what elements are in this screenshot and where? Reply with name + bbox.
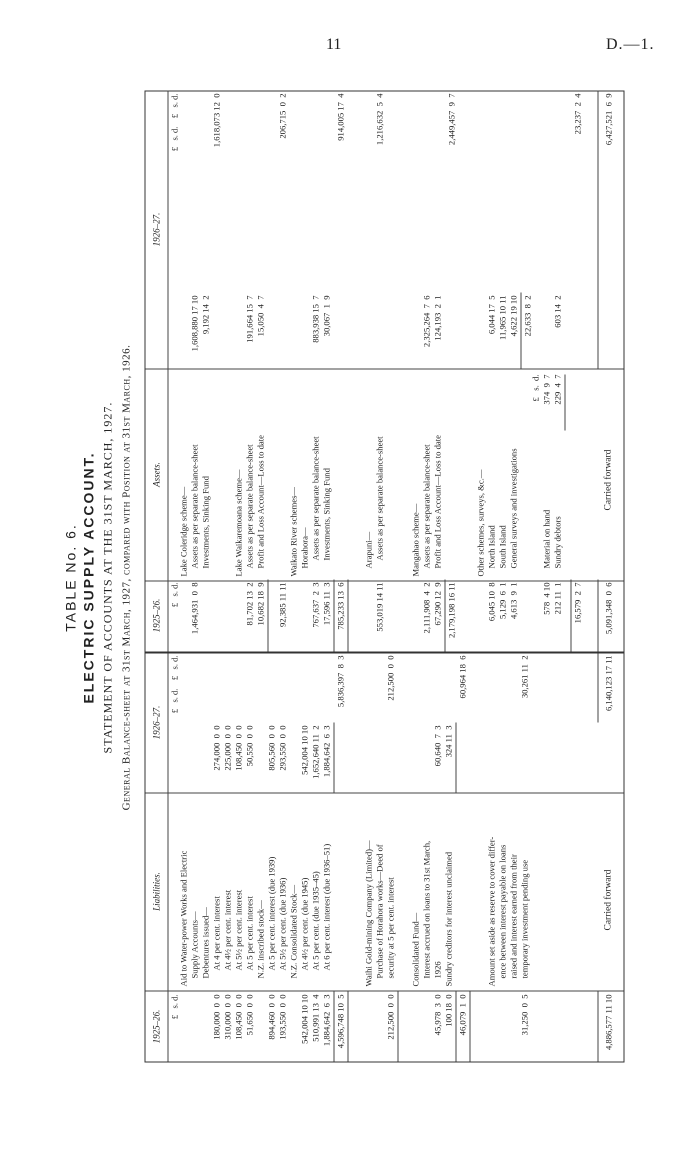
value: 542,004 10 10 (299, 994, 310, 1044)
value: 883,938 15 7 (310, 295, 321, 343)
value: 17,596 11 3 (321, 582, 332, 626)
value: 310,000 0 0 (222, 994, 233, 1040)
liability-line: Amount set aside as reserve to cover differ- (486, 836, 497, 987)
liability-line: 1926 (432, 961, 443, 979)
subtotal: 206,715 0 2 (277, 93, 288, 139)
page-reference: D.—1. (606, 36, 655, 53)
value: 603 14 2 (552, 295, 563, 328)
value: 212,500 0 0 (385, 994, 396, 1040)
value: 553,019 14 11 (374, 582, 385, 632)
liability-line: At 6 per cent. interest (due 1936–51) (321, 843, 332, 971)
table-number: TABLE No. 6. (62, 523, 79, 632)
subtotal: 60,964 18 6 (457, 655, 468, 699)
asset-line: Profit and Loss Account—Loss to date (432, 435, 443, 569)
liability-line: At 5 per cent. (due 1935–45) (310, 871, 321, 971)
asset-line: Material on hand (541, 509, 552, 569)
subtotal: 2,449,457 9 7 (446, 93, 457, 146)
statement-title: STATEMENT OF ACCOUNTS AT THE 31ST MARCH, 1927. (100, 401, 115, 754)
asset-line: Assets as per separate balance-sheet (421, 444, 432, 569)
liabilities-current-column (146, 653, 624, 794)
liability-line: Purchase of Horahora works—Deed of (374, 844, 385, 979)
asset-line: Investments, Sinking Fund (200, 476, 211, 569)
asset-line: Waikato River schemes— (288, 486, 299, 577)
value: 1,608,880 17 10 (189, 295, 200, 352)
value: 229 4 7 (552, 374, 563, 405)
value: 542,004 10 10 (299, 725, 310, 775)
carried-forward-value: 6,427,521 6 9 (603, 93, 614, 146)
value: 805,560 0 0 (266, 725, 277, 771)
subtotal: 1,618,073 12 0 (211, 93, 222, 148)
liability-line: At 5 per cent. interest (due 1939) (266, 856, 277, 971)
value: 15,050 4 7 (255, 295, 266, 337)
column-header: 1926–27. (146, 91, 169, 369)
assets-prev-column (146, 580, 624, 654)
value: 324 11 3 (443, 725, 454, 758)
asset-line: Horahora— (299, 527, 310, 569)
value: 124,193 2 1 (432, 295, 443, 341)
value: 212 11 1 (552, 582, 563, 615)
value: 578 4 10 (541, 582, 552, 615)
value: 4,622 19 10 (508, 295, 519, 337)
liability-line: ence between interest payable on loans (497, 844, 508, 979)
currency-units: £ s. d. £ s. d. (169, 93, 180, 152)
asset-line: Profit and Loss Account—Loss to date (255, 435, 266, 569)
liabilities-prev-column (146, 992, 624, 1062)
value: 293,550 0 0 (277, 725, 288, 771)
subtotal: 785,233 13 6 (335, 582, 346, 630)
asset-line: Assets as per separate balance-sheet (310, 436, 321, 561)
asset-line: Lake Coleridge scheme— (178, 486, 189, 577)
liability-line: At 4½ per cent. interest (222, 889, 233, 971)
value: 4,613 9 1 (508, 582, 519, 620)
asset-line: Mangahao scheme— (410, 503, 421, 577)
value: 6,045 10 8 (486, 582, 497, 622)
subtotal: 5,836,397 8 3 (335, 655, 346, 708)
subtotal: 23,237 2 4 (572, 93, 583, 135)
assets-column (146, 369, 624, 582)
value: 894,460 0 0 (266, 994, 277, 1040)
value: 51,650 0 0 (244, 994, 255, 1036)
asset-line: Investments, Sinking Fund (321, 468, 332, 561)
value: 30,067 1 9 (321, 295, 332, 337)
value: 191,664 15 7 (244, 295, 255, 343)
liability-line: At 4 per cent. interest (211, 896, 222, 971)
value: 510,991 13 4 (310, 994, 321, 1042)
value: 81,702 13 2 (244, 582, 255, 626)
value: 1,464,931 0 8 (189, 582, 200, 635)
value: 274,000 0 0 (211, 725, 222, 771)
value: 5,129 6 1 (497, 582, 508, 620)
column-header: 1925–26. (146, 992, 169, 1062)
column-header: 1926–27. (146, 653, 169, 793)
asset-line: Assets as per separate balance-sheet (244, 444, 255, 569)
value: 180,000 0 0 (211, 994, 222, 1040)
asset-line: Arapuni— (363, 531, 374, 569)
column-header: Liabilities. (146, 793, 169, 991)
liability-line: temporary investment pending use (519, 859, 530, 979)
asset-line: Lake Waikaremoana scheme— (233, 469, 244, 577)
value: 225,000 0 0 (222, 725, 233, 771)
value: 31,250 0 5 (519, 994, 530, 1036)
asset-line: North Island (486, 525, 497, 569)
currency-units: £ s. d. £ s. d. (169, 655, 180, 714)
asset-line: South Island (497, 525, 508, 569)
liability-line: At 5½ per cent. interest (233, 889, 244, 971)
liability-line: At 5½ per cent. (due 1936) (277, 877, 288, 971)
statement-subtitle: General Balance-sheet at 31st March, 1927, compared with Position at 31st March, 1926. (120, 344, 133, 811)
value: 9,192 14 2 (200, 295, 211, 335)
liabilities-column (146, 793, 624, 992)
carried-forward-value: 5,091,348 0 6 (603, 582, 614, 635)
assets-current-column (146, 91, 624, 370)
table-title: ELECTRIC SUPPLY ACCOUNT. (80, 451, 97, 704)
liability-line: Waihi Gold-mining Company (Limited)— (363, 840, 374, 987)
page-number: 11 (326, 36, 342, 53)
subtotal: 46,079 1 0 (457, 994, 468, 1036)
value: 50,550 0 0 (244, 725, 255, 767)
carried-forward-value: 4,886,577 11 10 (603, 994, 614, 1051)
balance-sheet (63, 83, 628, 1073)
asset-line: Assets as per separate balance-sheet (374, 436, 385, 561)
liability-line: Consolidated Fund— (410, 912, 421, 987)
value: 11,965 10 11 (497, 295, 508, 340)
liability-line: At 5 per cent. interest (244, 896, 255, 971)
subtotal: 4,596,748 10 5 (335, 994, 346, 1049)
value: 100 18 0 (443, 994, 454, 1027)
liability-line: Sundry creditors for interest unclaimed (443, 851, 454, 987)
value: 108,450 0 0 (233, 725, 244, 771)
subtotal: 16,579 2 7 (572, 582, 583, 624)
liability-line: security at 5 per cent. interest (385, 877, 396, 979)
value: 67,290 12 9 (432, 582, 443, 626)
value: 30,261 11 2 (519, 655, 530, 699)
liability-line: Aid to Water-power Works and Electric (178, 850, 189, 987)
column-header: Assets. (146, 369, 169, 581)
liability-line: Supply Accounts— (189, 911, 200, 979)
carried-forward-label: Carried forward (603, 869, 614, 931)
subtotal: 22,633 8 2 (522, 295, 533, 337)
column-header: 1925–26. (146, 580, 169, 652)
asset-line: Other schemes, surveys, &c.— (475, 469, 486, 577)
value: 1,884,642 6 3 (321, 725, 332, 778)
liability-line: N.Z. inscribed stock— (255, 900, 266, 979)
value: 1,216,632 5 4 (374, 93, 385, 146)
liability-line: Debentures issued— (200, 907, 211, 979)
value: 60,640 7 3 (432, 725, 443, 767)
liability-line: N.Z. Consolidated Stock— (288, 884, 299, 979)
value: 108,450 0 0 (233, 994, 244, 1040)
carried-forward-value: 6,140,123 17 11 (603, 655, 614, 712)
subtotal: 92,385 11 11 (277, 582, 288, 627)
value: 2,111,908 4 2 (421, 582, 432, 634)
subtotal: 2,179,198 16 11 (446, 582, 457, 639)
value: 193,550 0 0 (277, 994, 288, 1040)
liability-line: At 4½ per cent. (due 1945) (299, 877, 310, 971)
value: 6,044 17 5 (486, 295, 497, 335)
value: 767,637 2 3 (310, 582, 321, 628)
currency-units: £ s. d. (169, 582, 180, 608)
asset-line: Sundry debtors (552, 516, 563, 569)
value: 374 9 7 (541, 374, 552, 405)
value: 2,325,264 7 6 (421, 295, 432, 348)
asset-line: Assets as per separate balance-sheet (189, 444, 200, 569)
value: 1,884,642 6 3 (321, 994, 332, 1047)
liability-line: Interest accrued on loans to 31st March, (421, 840, 432, 979)
subtotal: 914,005 17 4 (335, 93, 346, 141)
currency-units: £ s. d. (530, 374, 541, 402)
asset-line: General surveys and investigations (508, 448, 519, 569)
carried-forward-label: Carried forward (603, 449, 614, 511)
value: 1,652,640 11 2 (310, 725, 321, 779)
ledger-table (145, 91, 625, 1063)
value: 45,978 3 0 (432, 994, 443, 1036)
value: 10,682 18 9 (255, 582, 266, 626)
currency-units: £ s. d. (169, 994, 180, 1020)
liability-line: raised and interest earned from their (508, 854, 519, 979)
value: 212,500 0 0 (385, 655, 396, 701)
